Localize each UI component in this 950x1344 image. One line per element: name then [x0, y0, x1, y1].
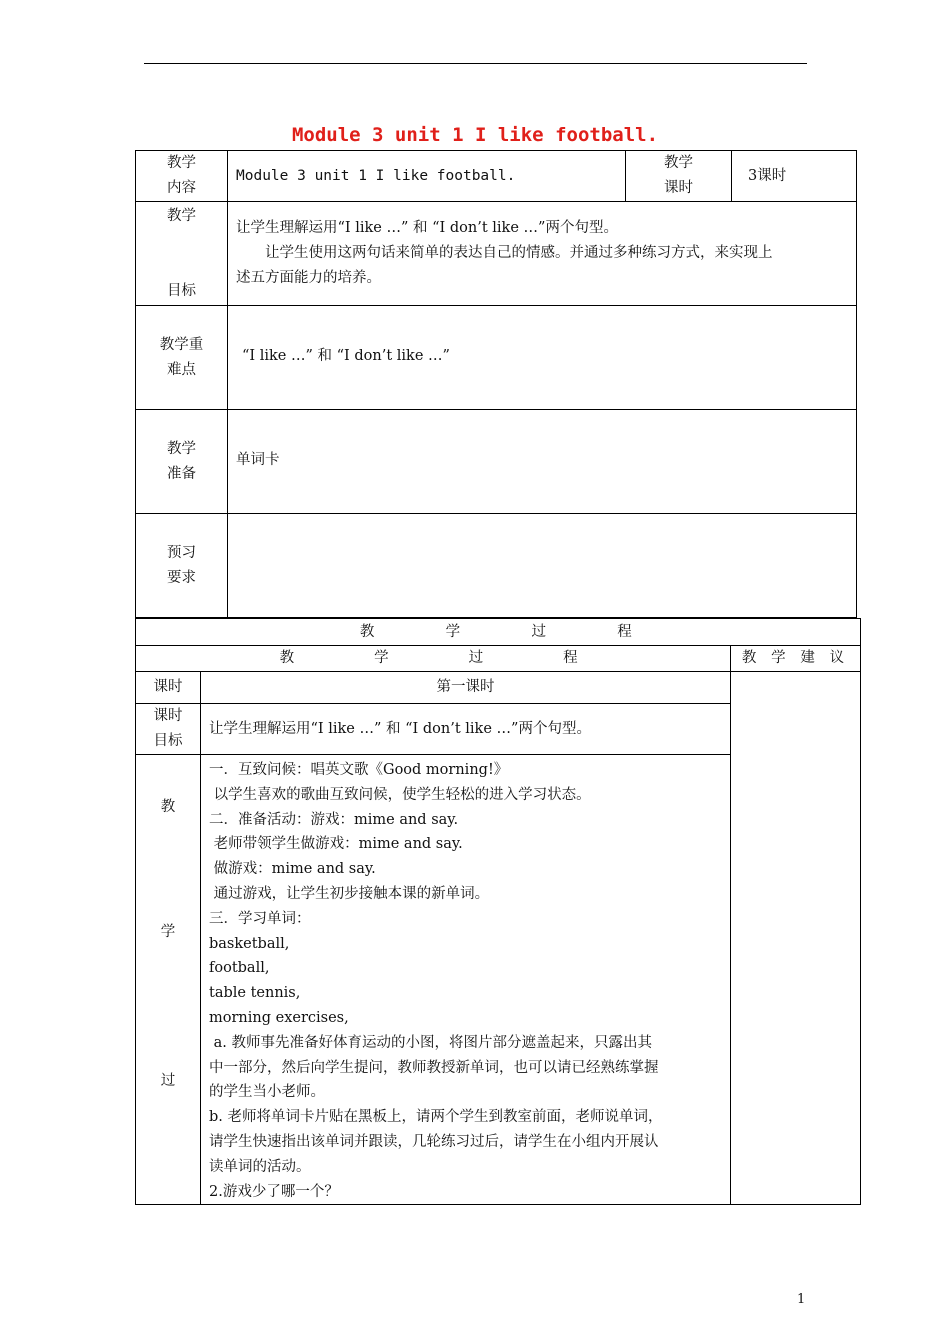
process-line: 二．准备活动：游戏：mime and say.	[209, 811, 459, 828]
page-title: Module 3 unit 1 I like football.	[291, 124, 659, 146]
process-line: 老师带领学生做游戏：mime and say.	[209, 836, 463, 853]
process-line: football,	[209, 960, 270, 977]
page-number: 1	[797, 1292, 806, 1307]
process-heading: 教 学 过 程	[136, 619, 861, 646]
process-line: a. 教师事先准备好体育运动的小图，将图片部分遮盖起来，只露出其	[209, 1034, 652, 1051]
preparation-value: 单词卡	[228, 410, 857, 514]
process-sub-heading: 教 学 过 程	[136, 646, 731, 672]
lesson-goal-value: 让学生理解运用“I like …” 和 “I don’t like …”两个句型。	[201, 704, 731, 755]
hours-value: 3课时	[732, 151, 857, 202]
advice-heading: 教 学 建 议	[731, 646, 861, 672]
goal-value: 让学生理解运用“I like …” 和 “I don’t like …”两个句型。 让学生使用这两句话来简单的表达自己的情感。并通过多种练习方式，来实现上 述五方面能力的培养。	[228, 202, 857, 306]
process-line: morning exercises,	[209, 1009, 349, 1026]
process-line: 请学生快速指出该单词并跟读，几轮练习过后，请学生在小组内开展认	[209, 1133, 659, 1150]
process-line: basketball,	[209, 935, 290, 952]
content-label: 教学 内容	[136, 151, 228, 202]
process-line: 一．互致问候：唱英文歌《Good morning!》	[209, 762, 509, 778]
process-line: b. 老师将单词卡片贴在黑板上，请两个学生到教室前面，老师说单词，	[209, 1109, 663, 1126]
teaching-process-table	[135, 618, 861, 1205]
process-line: table tennis,	[209, 985, 301, 1002]
process-content	[201, 755, 731, 1205]
hours-label: 教学 课时	[626, 151, 732, 202]
process-line: 做游戏：mime and say.	[209, 861, 376, 878]
goal-label: 教学 目标	[136, 202, 228, 306]
key-points-label: 教学重 难点	[136, 306, 228, 410]
lesson-label: 课时	[136, 672, 201, 704]
lesson-goal-label: 课时 目标	[136, 704, 201, 755]
preview-value	[228, 514, 857, 618]
key-points-value: “I like …” 和 “I don’t like …”	[228, 306, 857, 410]
process-side-label: 教 学 过	[136, 755, 201, 1205]
header-rule	[144, 63, 807, 64]
advice-cell	[731, 672, 861, 1205]
process-line: 以学生喜欢的歌曲互致问候，使学生轻松的进入学习状态。	[209, 786, 591, 803]
preview-label: 预习 要求	[136, 514, 228, 618]
lesson-value: 第一课时	[201, 672, 731, 704]
process-line: 的学生当小老师。	[209, 1084, 325, 1101]
process-line: 中一部分，然后向学生提问，教师教授新单词，也可以请已经熟练掌握	[209, 1059, 659, 1076]
lesson-info-table	[135, 150, 857, 618]
preparation-label: 教学 准备	[136, 410, 228, 514]
content-value: Module 3 unit 1 I like football.	[228, 151, 626, 202]
process-line: 读单词的活动。	[209, 1158, 311, 1175]
process-line: 通过游戏，让学生初步接触本课的新单词。	[209, 885, 490, 902]
process-line: 2.游戏少了哪一个？	[209, 1183, 339, 1200]
process-line: 三．学习单词：	[209, 910, 311, 927]
